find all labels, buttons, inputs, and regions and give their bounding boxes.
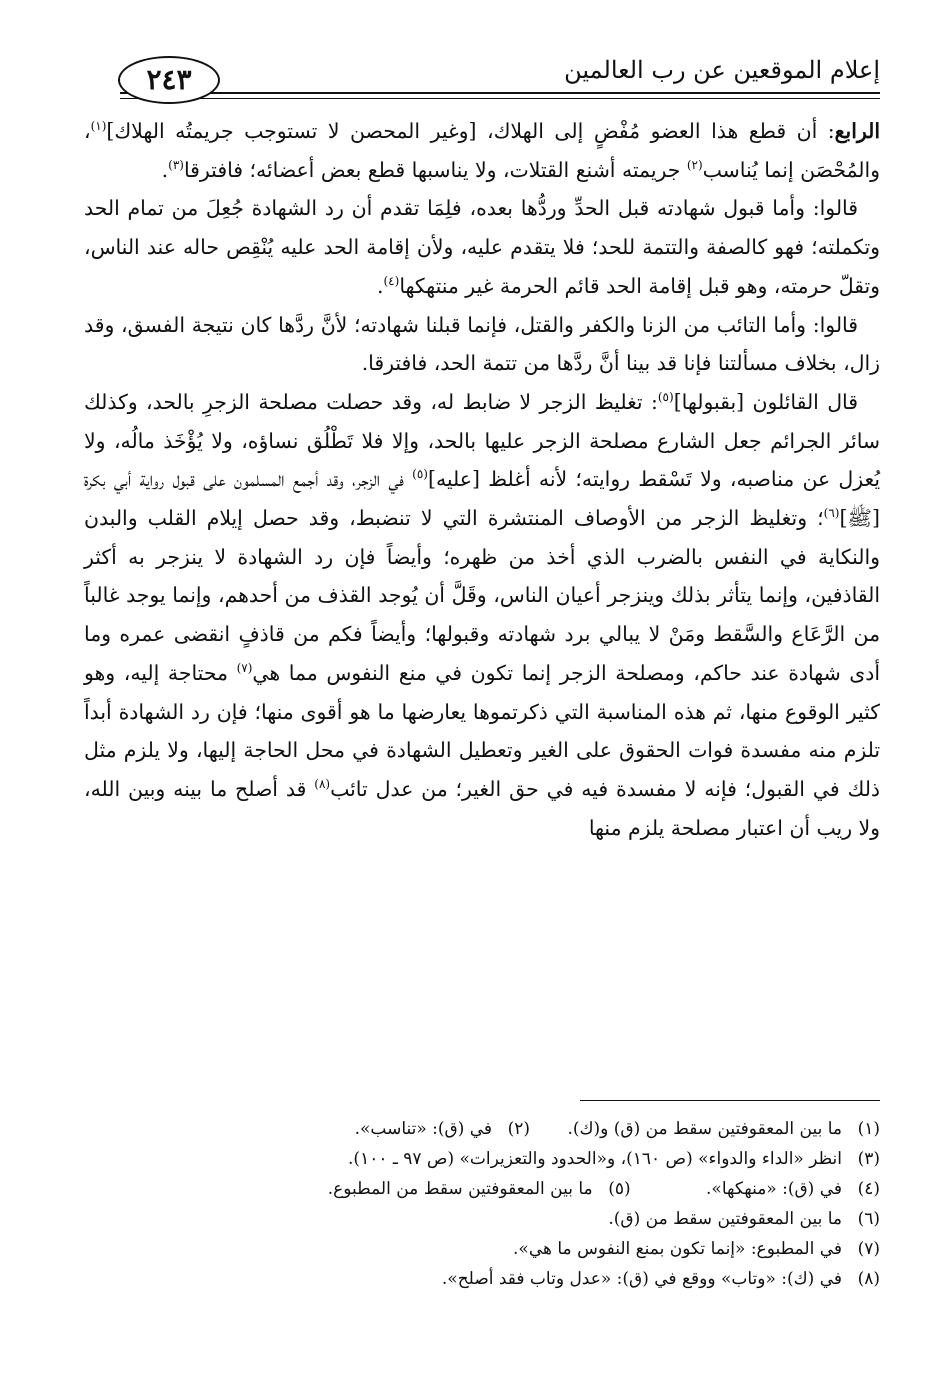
paragraph-text: قالوا: وأما قبول شهادته قبل الحدِّ وردُّها بعده، فلِمَا تقدم أن رد الشهادة جُعِلَ من تمام الحد وتكملته؛ فهو كالصفة والتتمة للحد؛ فلا يتقدم عليه، ولأن إقامة الحد عليه يُنْقِص حاله عند الناس، وتقلّ حرمته، وهو قبل إقامة الحد قائم الحرمة غير منتهكها [84,196,880,298]
footnote-ref[interactable]: (٣) [168,157,184,172]
footnote-ref[interactable]: (١) [90,119,107,133]
paragraph-1 [84,112,880,189]
footnote-ref[interactable]: (٨) [314,776,331,791]
running-title: إعلام الموقعين عن رب العالمين [564,56,880,84]
footnote-text: ما بين المعقوفتين سقط من (ق) و(ك). [567,1119,842,1139]
paragraph-text: جريمته أشنع القتلات، ولا يناسبها قطع بعض أعضائه؛ فافترقا [183,157,687,182]
footnote-text: في (ك): «وتاب» ووقع في (ق): «عدل وتاب فقد أصلح». [441,1269,842,1289]
header-rule-thick [120,92,880,94]
footnote-separator [580,1100,880,1101]
footnote-2 [355,1114,530,1144]
footnote-line [84,1204,880,1234]
footnote-line [84,1144,880,1174]
footnote-number: (٧) [857,1239,880,1259]
paragraph-text: قالوا: وأما التائب من الزنا والكفر والقتل، فإنما قبلنا شهادته؛ لأنَّ ردَّها كان نتيجة الفسق، وقد زال، بخلاف مسألتنا فإنا قد بينا أنَّ ردَّها من تتمة الحد، فافترقا. [84,312,880,376]
footnote-line [84,1174,880,1204]
footnote-4 [706,1174,880,1204]
footnote-text: ما بين المعقوفتين سقط من المطبوع. [327,1179,593,1199]
footnote-text: انظر «الداء والدواء» (ص ١٦٠)، و«الحدود والتعزيرات» (ص ٩٧ ـ ١٠٠). [348,1149,842,1169]
footnote-number: (١) [857,1119,880,1139]
paragraph-3 [84,306,880,383]
footnote-7 [513,1234,880,1264]
footnote-1 [567,1114,880,1144]
footnote-number: (٢) [507,1119,531,1139]
footnote-line [84,1114,880,1144]
paragraph-text: ، والمُحْصَن إنما يُناسب [84,119,880,182]
paragraph-2 [84,189,880,305]
footnote-text: ما بين المعقوفتين سقط من (ق). [608,1209,842,1229]
paragraph-text: ؛ وتغليظ الزجر من الأوصاف المنتشرة التي لا تنضبط، وقد حصل إيلام القلب والبدن والنكاية في النفس بالضرب الذي أخذ من ظهره؛ وأيضاً فإن رد الشهادة لا ينزجر به أكثر القاذفين، وإنما يتأثر بذلك وينزجر أعيان الناس، وقَلَّ أن يُوجد القذف من أحدهم، وإنما يوجد غالباً من الرَّعَاع والسَّقط ومَنْ لا يبالي برد شهادته وقبولها؛ وأيضاً فكم من قاذفٍ انقضى عمره وما أدى شهادة عند حاكم، ومصلحة الزجر إنما تكون في منع النفوس مما هي [84,506,880,685]
footnote-ref[interactable]: (٢) [686,157,703,172]
footnote-text: في (ق): «تناسب». [354,1119,493,1139]
footnotes [84,1114,880,1294]
footnote-text: في (ق): «منهكها». [706,1179,842,1199]
paragraph-text: في الزجر، وقد أجمع المسلمون على قبول رواية أبي بكرة [ﷺ] [84,467,880,531]
lead-word: الرابع [834,119,880,143]
paragraph-4 [84,383,880,847]
footnote-ref[interactable]: (٧) [236,660,253,675]
footnote-number: (٦) [857,1209,880,1229]
footnote-8 [442,1264,880,1294]
paragraph-text: محتاجة إليه، وهو كثير الوقوع منها، ثم هذه المناسبة التي ذكرتموها يعارضها ما هو أقوى منها؛ فإن رد الشهادة أبداً تلزم منه مفسدة فوات الحقوق على الغير وتعطيل الشهادة في محل الحاجة إليها، ولا يلزم مثل ذلك في القبول؛ فإنه لا مفسدة فيه في حق الغير؛ من عدل تائب [84,660,881,801]
footnote-number: (٤) [857,1179,880,1199]
paragraph-text: قال القائلون [بقبولها] [673,389,858,414]
paragraph-text: قد أصلح ما بينه وبين الله، ولا ريب أن اعتبار مصلحة يلزم منها [84,776,880,840]
footnote-line [84,1234,880,1264]
paragraph-text: : أن قطع هذا العضو مُفْضٍ إلى الهلاك، [وغير المحصن لا تستوجب جريمتُه الهلاك] [106,119,835,143]
paragraph-text: : تغليظ الزجر لا ضابط له، وقد حصلت مصلحة الزجرِ بالحد، وكذلك سائر الجرائم جعل الشارع مصلحة الزجر عليها بالحد، وإلا فلا تَطْلُق نساؤه، ولا يُؤْخَذ مالُه، ولا يُعزل عن مناصبه، ولا تَسْقط روايته؛ لأنه أغلظ [عليه] [84,389,880,492]
footnote-line [84,1264,880,1294]
header-rule-thin [120,98,880,99]
paragraph-text: . [161,157,169,182]
footnote-3 [348,1144,880,1174]
footnote-text: في المطبوع: «إنما تكون بمنع النفوس ما هي». [513,1239,842,1259]
footnote-ref[interactable]: (٦) [823,506,840,521]
footnote-5 [328,1174,631,1204]
footnote-ref[interactable]: (٥) [412,467,428,482]
footnote-number: (٨) [857,1269,880,1289]
footnote-ref[interactable]: (٥) [657,389,674,404]
paragraph-text: . [377,273,384,298]
footnote-number: (٣) [857,1149,880,1169]
footnote-number: (٥) [608,1179,631,1199]
footnote-6 [608,1204,880,1234]
main-text [84,112,880,847]
page-number-badge: ٢٤٣ [118,56,220,104]
footnote-ref[interactable]: (٤) [383,273,400,288]
